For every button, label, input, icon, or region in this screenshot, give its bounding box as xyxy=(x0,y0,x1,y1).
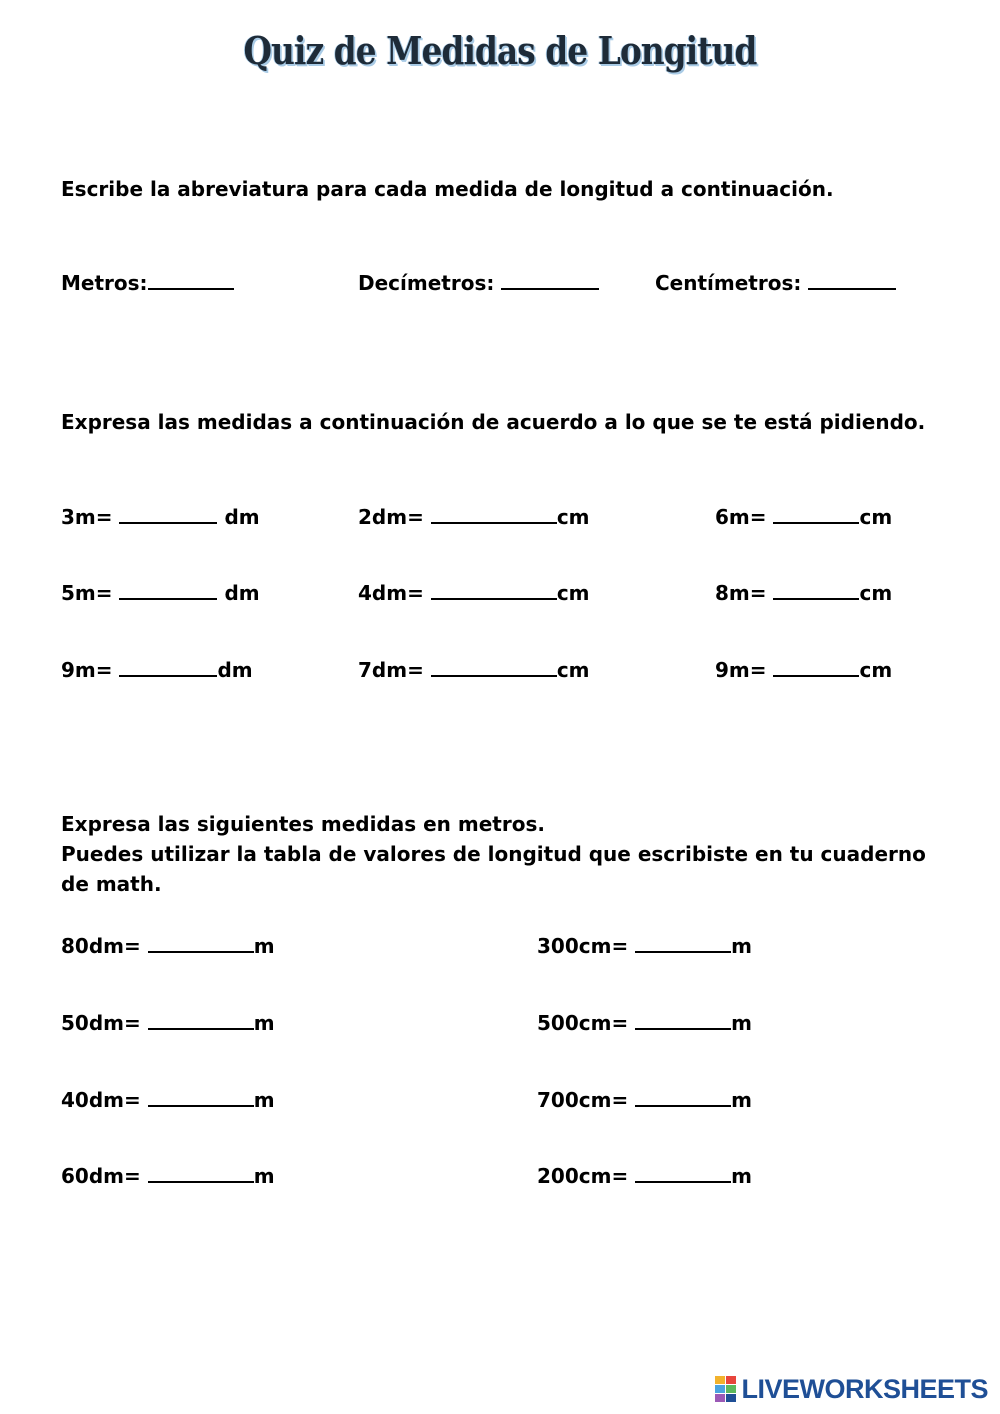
conversion-label: 4dm= xyxy=(358,581,424,605)
conversion-item xyxy=(61,578,260,608)
unit-label: m xyxy=(253,934,275,958)
section1-instruction: Escribe la abreviatura para cada medida de longitud a continuación. xyxy=(61,177,834,201)
conversion-label: 500cm= xyxy=(537,1011,629,1035)
answer-blank[interactable] xyxy=(635,1010,731,1030)
answer-blank[interactable] xyxy=(119,504,217,524)
section3-instruction-line: Expresa las siguientes medidas en metros. xyxy=(61,812,545,836)
unit-label: cm xyxy=(556,505,590,529)
abbr-item-metros xyxy=(61,268,234,298)
abbr-item-centimetros xyxy=(655,268,896,298)
conversion-item xyxy=(61,502,260,532)
conversion-item xyxy=(61,1085,275,1115)
conversion-label: 9m= xyxy=(61,658,113,682)
page-title: Quiz de Medidas de Longitud xyxy=(243,28,757,73)
unit-label: m xyxy=(731,1164,753,1188)
brand-text: LIVEWORKSHEETS xyxy=(741,1373,988,1404)
section2-instruction: Expresa las medidas a continuación de acuerdo a lo que se te está pidiendo. xyxy=(61,410,926,434)
conversion-item xyxy=(61,655,253,685)
conversion-label: 3m= xyxy=(61,505,113,529)
unit-label: m xyxy=(253,1164,275,1188)
answer-blank[interactable] xyxy=(635,1087,731,1107)
unit-label: m xyxy=(731,934,753,958)
conversion-item xyxy=(715,578,892,608)
answer-blank[interactable] xyxy=(119,580,217,600)
conversion-label: 2dm= xyxy=(358,505,424,529)
conversion-item xyxy=(358,655,590,685)
conversion-label: 60dm= xyxy=(61,1164,141,1188)
conversion-label: 7dm= xyxy=(358,658,424,682)
unit-label: cm xyxy=(859,581,893,605)
conversion-label: 8m= xyxy=(715,581,767,605)
conversion-label: 700cm= xyxy=(537,1088,629,1112)
conversion-label: 40dm= xyxy=(61,1088,141,1112)
unit-label: m xyxy=(731,1088,753,1112)
answer-blank[interactable] xyxy=(501,270,599,290)
abbr-label: Metros: xyxy=(61,271,148,295)
conversion-item xyxy=(537,931,752,961)
answer-blank[interactable] xyxy=(148,1087,254,1107)
answer-blank[interactable] xyxy=(808,270,896,290)
liveworksheets-logo-icon xyxy=(715,1376,737,1402)
conversion-label: 300cm= xyxy=(537,934,629,958)
conversion-item xyxy=(715,655,892,685)
unit-label: dm xyxy=(224,505,260,529)
conversion-item xyxy=(358,578,590,608)
abbr-label: Decímetros: xyxy=(358,271,495,295)
unit-label: cm xyxy=(859,658,893,682)
abbr-label: Centímetros: xyxy=(655,271,802,295)
conversion-item xyxy=(61,1008,275,1038)
answer-blank[interactable] xyxy=(148,1163,254,1183)
answer-blank[interactable] xyxy=(119,657,217,677)
abbr-item-decimetros xyxy=(358,268,599,298)
conversion-label: 50dm= xyxy=(61,1011,141,1035)
answer-blank[interactable] xyxy=(635,1163,731,1183)
unit-label: m xyxy=(253,1088,275,1112)
conversion-item xyxy=(537,1085,752,1115)
unit-label: cm xyxy=(556,581,590,605)
conversion-item xyxy=(61,1161,275,1191)
conversion-item xyxy=(61,931,275,961)
section3-instruction-line: Puedes utilizar la tabla de valores de longitud que escribiste en tu cuaderno xyxy=(61,842,926,866)
answer-blank[interactable] xyxy=(773,580,859,600)
conversion-item xyxy=(358,502,590,532)
conversion-label: 9m= xyxy=(715,658,767,682)
answer-blank[interactable] xyxy=(148,270,234,290)
conversion-item xyxy=(537,1161,752,1191)
unit-label: dm xyxy=(217,658,253,682)
conversion-label: 200cm= xyxy=(537,1164,629,1188)
unit-label: cm xyxy=(556,658,590,682)
answer-blank[interactable] xyxy=(148,933,254,953)
answer-blank[interactable] xyxy=(431,580,557,600)
conversion-label: 6m= xyxy=(715,505,767,529)
answer-blank[interactable] xyxy=(431,504,557,524)
section3-instruction-line: de math. xyxy=(61,872,162,896)
answer-blank[interactable] xyxy=(773,657,859,677)
conversion-item xyxy=(715,502,892,532)
unit-label: dm xyxy=(224,581,260,605)
liveworksheets-brand[interactable] xyxy=(715,1371,988,1407)
conversion-item xyxy=(537,1008,752,1038)
answer-blank[interactable] xyxy=(148,1010,254,1030)
answer-blank[interactable] xyxy=(431,657,557,677)
conversion-label: 5m= xyxy=(61,581,113,605)
answer-blank[interactable] xyxy=(773,504,859,524)
conversion-label: 80dm= xyxy=(61,934,141,958)
unit-label: m xyxy=(731,1011,753,1035)
unit-label: m xyxy=(253,1011,275,1035)
unit-label: cm xyxy=(859,505,893,529)
answer-blank[interactable] xyxy=(635,933,731,953)
